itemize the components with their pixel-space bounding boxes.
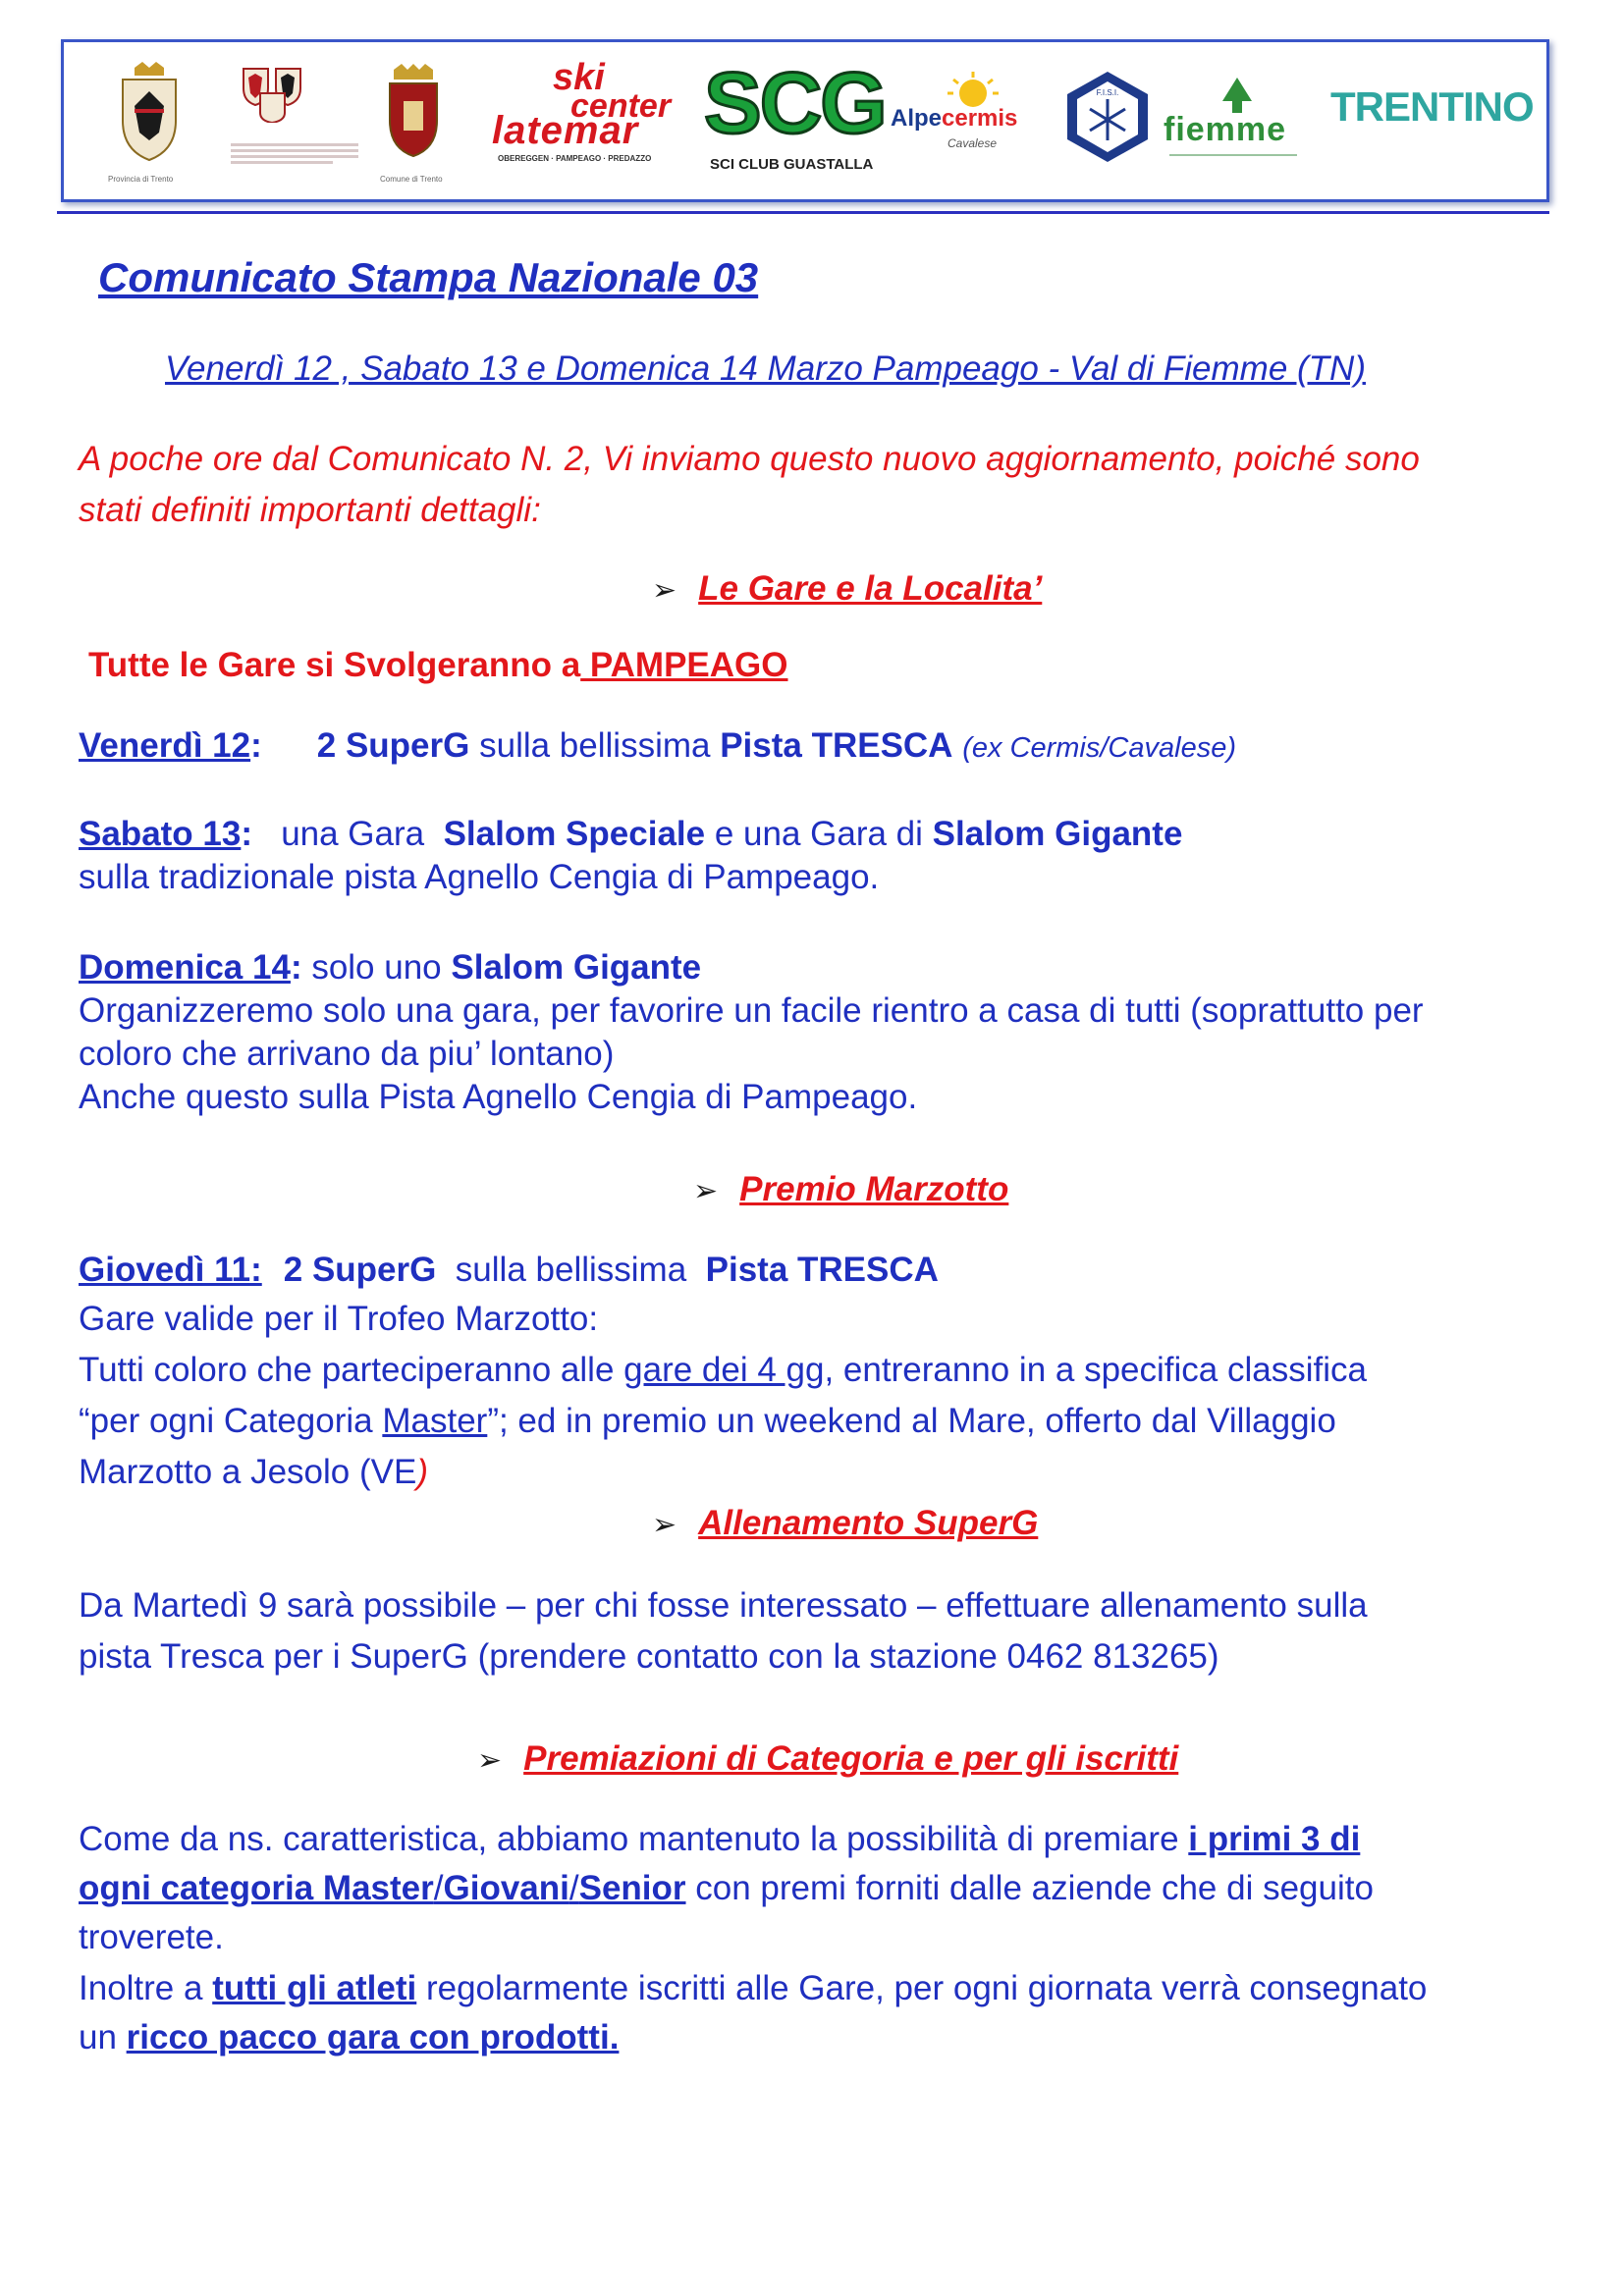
marzotto-line-4 <box>79 1451 428 1494</box>
regional-council-caption-lines <box>231 140 358 167</box>
scg-subtitle: SCI CLUB GUASTALLA <box>710 156 874 173</box>
section-heading-premiazioni <box>477 1737 1178 1783</box>
section-heading-text: Allenamento SuperG <box>698 1504 1039 1542</box>
venerdi-colon: : <box>250 726 262 765</box>
all-races-place: PAMPEAGO <box>580 646 788 684</box>
domenica-text: solo uno <box>301 948 452 987</box>
premiazioni-l1-b: i primi 3 di <box>1188 1820 1361 1858</box>
slash: / <box>433 1869 444 1907</box>
section-heading-allenamento <box>652 1502 1038 1547</box>
logo-ski-center-sub: OBEREGGEN · PAMPEAGO · PREDAZZO <box>498 154 652 163</box>
section-heading-text: Le Gare e la Localita’ <box>698 569 1043 608</box>
fisi-label: F.I.S.I. <box>1096 88 1119 97</box>
marzotto-l2-u: gare dei 4 gg <box>623 1351 825 1389</box>
giovedi-text: sulla bellissima <box>436 1251 706 1289</box>
marzotto-l4: Marzotto a Jesolo (VE <box>79 1453 417 1491</box>
marzotto-l3-b: ”; ed in premio un weekend al Mare, offerto dal Villaggio <box>487 1402 1336 1440</box>
comune-coat-of-arms-icon <box>384 62 443 160</box>
premiazioni-senior: Senior <box>578 1869 686 1907</box>
all-races-pampeago <box>88 644 788 687</box>
sabato-slalom-speciale: Slalom Speciale <box>443 815 706 853</box>
section-heading-premio-marzotto <box>693 1168 1008 1213</box>
domenica-line <box>79 946 701 989</box>
cermis-word: cermis <box>942 105 1018 132</box>
logo-band <box>61 39 1549 202</box>
sabato-text-2: e una Gara di <box>705 815 933 853</box>
domenica-colon: : <box>290 948 302 987</box>
ski-center-latemar-logo <box>484 57 690 178</box>
premiazioni-master: ogni categoria Master <box>79 1869 434 1907</box>
sabato-line <box>79 813 1182 856</box>
sabato-text-1: una Gara <box>252 815 444 853</box>
intro-line-1: A poche ore dal Comunicato N. 2, Vi inviamo questo nuovo aggiornamento, poiché sono <box>79 440 1420 478</box>
venerdi-count: 2 SuperG <box>316 726 470 765</box>
allenamento-line-1: Da Martedì 9 sarà possibile – per chi fosse interessato – effettuare allenamento sulla <box>79 1586 1368 1625</box>
sabato-line-2: sulla tradizionale pista Agnello Cengia di Pampeago. <box>79 858 880 896</box>
domenica-detail-1: Organizzeremo solo una gara, per favorire un facile rientro a casa di tutti (soprattutto per <box>79 991 1424 1030</box>
premiazioni-l1-a: Come da ns. caratteristica, abbiamo mantenuto la possibilità di premiare <box>79 1820 1189 1858</box>
premiazioni-pacco-gara: ricco pacco gara con prodotti. <box>126 2018 620 2056</box>
premiazioni-line-2 <box>79 1867 1374 1910</box>
sabato-colon: : <box>241 815 253 853</box>
domenica-detail-2: coloro che arrivano da piu’ lontano) <box>79 1035 615 1073</box>
marzotto-l2-a: Tutti coloro che parteciperanno alle <box>79 1351 624 1389</box>
fiemme-tagline-line <box>1169 154 1297 156</box>
comune-caption: Comune di Trento <box>380 175 443 184</box>
venerdi-text: sulla bellissima <box>469 726 721 765</box>
section-heading-gare-localita <box>652 567 1042 613</box>
fiemme-wordmark: fiemme <box>1164 111 1287 148</box>
trentino-logo: TRENTINO <box>1330 83 1534 130</box>
premiazioni-line-3: troverete. <box>79 1918 224 1956</box>
domenica-detail-3: Anche questo sulla Pista Agnello Cengia di Pampeago. <box>79 1078 918 1116</box>
sabato-slalom-gigante: Slalom Gigante <box>932 815 1183 853</box>
event-dates: Venerdì 12 , Sabato 13 e Domenica 14 Marzo Pampeago - Val di Fiemme (TN) <box>165 349 1366 388</box>
premiazioni-line-5 <box>79 2016 619 2059</box>
marzotto-l3-a: “per ogni Categoria <box>79 1402 383 1440</box>
premiazioni-line-4 <box>79 1967 1427 2010</box>
trento-province-coat-of-arms-icon <box>115 62 184 170</box>
premiazioni-l5-a: un <box>79 2018 127 2056</box>
venerdi-label: Venerdì 12 <box>79 726 251 765</box>
alpe-word: Alpe <box>891 105 943 132</box>
intro-line-2: stati definiti importanti dettagli: <box>79 491 541 529</box>
premiazioni-l4-a: Inoltre a <box>79 1969 213 2007</box>
premiazioni-giovani: Giovani <box>443 1869 569 1907</box>
page-title: Comunicato Stampa Nazionale 03 <box>98 254 759 300</box>
arrow-bullet-icon: ➢ <box>652 574 677 607</box>
logo-center-word: center <box>570 87 672 125</box>
marzotto-line-3 <box>79 1400 1336 1443</box>
venerdi-pista: Pista TRESCA <box>720 726 953 765</box>
province-caption: Provincia di Trento <box>108 175 174 184</box>
arrow-bullet-icon: ➢ <box>477 1744 503 1777</box>
arrow-bullet-icon: ➢ <box>652 1509 677 1541</box>
tree-icon <box>1220 76 1254 115</box>
alpe-cermis-sub: Cavalese <box>947 136 998 150</box>
premiazioni-l4-c: regolarmente iscritti alle Gare, per ogni giornata verrà consegnato <box>416 1969 1428 2007</box>
fisi-snowflake-logo-icon <box>1063 70 1152 164</box>
venerdi-line <box>79 724 1236 770</box>
premiazioni-l2-a: con premi forniti dalle aziende che di seguito <box>685 1869 1374 1907</box>
giovedi-label: Giovedì 11: <box>79 1251 262 1289</box>
section-heading-text: Premio Marzotto <box>739 1170 1009 1208</box>
header-rule <box>57 211 1549 214</box>
marzotto-l2-b: , entreranno in a specifica classifica <box>824 1351 1367 1389</box>
domenica-slalom-gigante: Slalom Gigante <box>451 948 702 987</box>
domenica-label: Domenica 14 <box>79 948 291 987</box>
allenamento-line-2: pista Tresca per i SuperG (prendere contatto con la stazione 0462 813265) <box>79 1637 1219 1676</box>
alpe-cermis-wordmark <box>891 105 1017 133</box>
giovedi-count: 2 SuperG <box>283 1251 437 1289</box>
fiemme-logo <box>1164 76 1311 174</box>
section-heading-text: Premiazioni di Categoria e per gli iscritti <box>523 1739 1179 1778</box>
premiazioni-line-1 <box>79 1818 1360 1861</box>
sun-icon <box>946 70 1001 109</box>
venerdi-note: (ex Cermis/Cavalese) <box>962 732 1236 764</box>
sci-club-guastalla-logo <box>700 54 886 191</box>
slash: / <box>568 1869 579 1907</box>
premiazioni-tutti-atleti: tutti gli atleti <box>212 1969 417 2007</box>
regional-council-coat-of-arms-icon <box>239 64 307 123</box>
marzotto-line-2 <box>79 1349 1367 1392</box>
sabato-label: Sabato 13 <box>79 815 242 853</box>
all-races-text: Tutte le Gare si Svolgeranno a <box>88 646 581 684</box>
alpe-cermis-logo <box>887 70 1024 178</box>
marzotto-line-1: Gare valide per il Trofeo Marzotto: <box>79 1300 599 1338</box>
arrow-bullet-icon: ➢ <box>693 1175 719 1207</box>
giovedi-line <box>79 1249 939 1292</box>
logo-ski-word: ski <box>553 57 605 98</box>
logo-latemar-word: latemar <box>492 109 639 152</box>
giovedi-pista: Pista TRESCA <box>705 1251 939 1289</box>
marzotto-l4-paren: ) <box>416 1453 428 1491</box>
marzotto-l3-u: Master <box>382 1402 488 1440</box>
scg-letters: SCG <box>704 54 886 151</box>
